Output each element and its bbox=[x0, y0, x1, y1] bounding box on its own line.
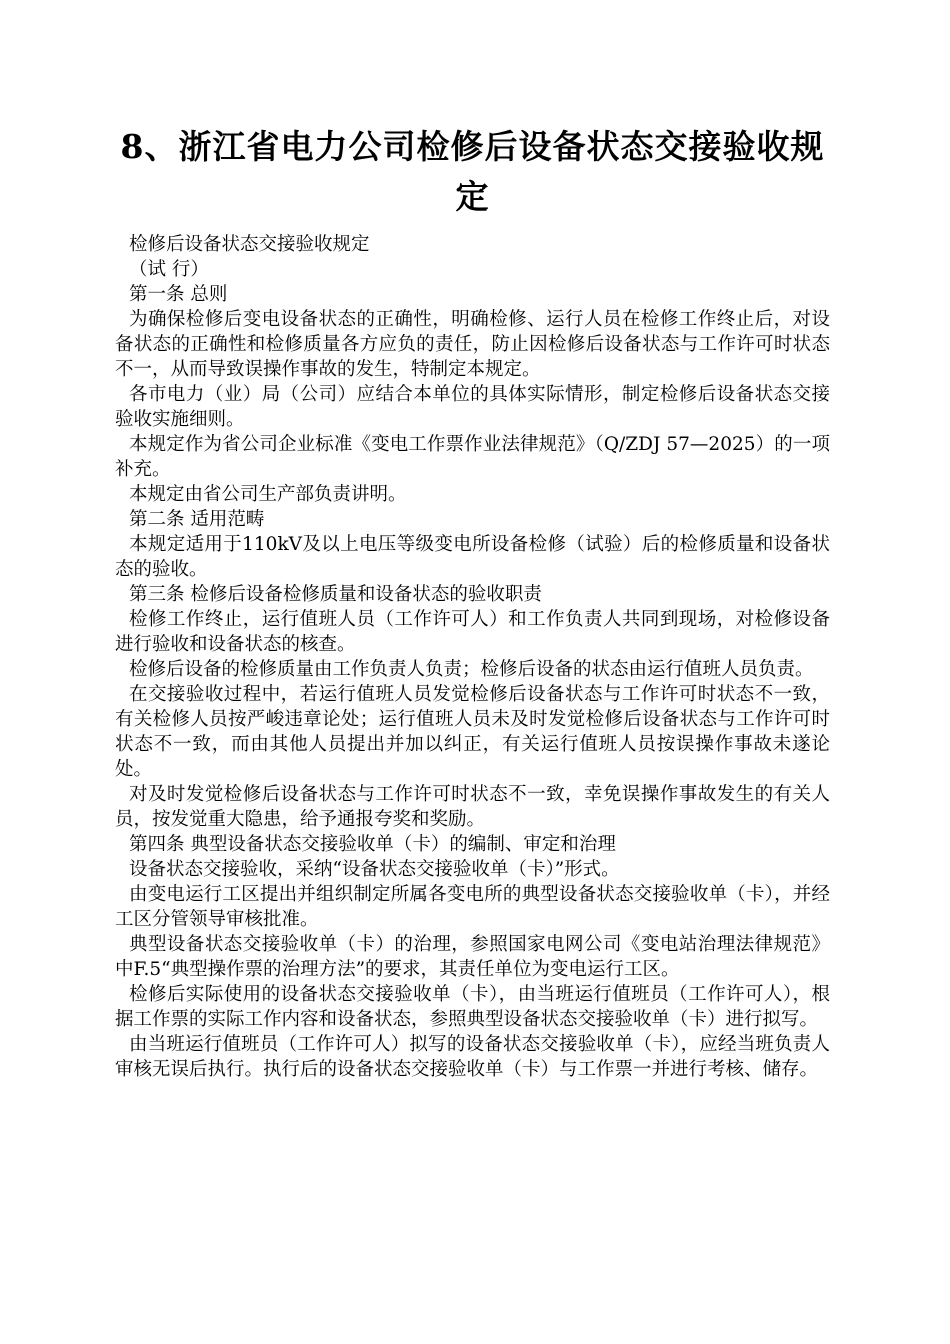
article-heading: 第四条 典型设备状态交接验收单（卡）的编制、审定和治理 bbox=[129, 834, 616, 855]
document-title: 8、浙江省电力公司检修后设备状态交接验收规定 bbox=[120, 127, 825, 216]
document-body bbox=[115, 232, 830, 1082]
paragraph: 对及时发觉检修后设备状态与工作许可时状态不一致，幸免误操作事故发生的有关人员，按发觉重大隐患，给予通报夸奖和奖励。 bbox=[115, 784, 830, 830]
paragraph: 各市电力（业）局（公司）应结合本单位的具体实际情形，制定检修后设备状态交接验收实施细则。 bbox=[115, 384, 830, 430]
paragraph: 本规定适用于110kV及以上电压等级变电所设备检修（试验）后的检修质量和设备状态的验收。 bbox=[115, 534, 830, 580]
paragraph: 检修后实际使用的设备状态交接验收单（卡），由当班运行值班员（工作许可人），根据工作票的实际工作内容和设备状态，参照典型设备状态交接验收单（卡）进行拟写。 bbox=[115, 984, 830, 1030]
paragraph: 设备状态交接验收，采纳“设备状态交接验收单（卡）”形式。 bbox=[129, 859, 620, 880]
article-heading: 第一条 总则 bbox=[129, 284, 228, 305]
paragraph: 检修工作终止，运行值班人员（工作许可人）和工作负责人共同到现场，对检修设备进行验收和设备状态的核查。 bbox=[115, 609, 830, 655]
paragraph: 典型设备状态交接验收单（卡）的治理，参照国家电网公司《变电站治理法律规范》中F.5“典型操作票的治理方法”的要求，其责任单位为变电运行工区。 bbox=[115, 934, 830, 980]
document-page bbox=[115, 122, 830, 1082]
paragraph: 本规定作为省公司企业标准《变电工作票作业法律规范》（Q/ZDJ 57—2025）的一项补充。 bbox=[115, 434, 830, 480]
paragraph-trial-note: （试 行） bbox=[129, 259, 209, 280]
paragraph: 检修后设备的检修质量由工作负责人负责；检修后设备的状态由运行值班人员负责。 bbox=[129, 659, 814, 680]
paragraph: 由变电运行工区提出并组织制定所属各变电所的典型设备状态交接验收单（卡），并经工区分管领导审核批准。 bbox=[115, 884, 830, 930]
paragraph-subtitle: 检修后设备状态交接验收规定 bbox=[129, 234, 370, 255]
paragraph: 为确保检修后变电设备状态的正确性，明确检修、运行人员在检修工作终止后，对设备状态的正确性和检修质量各方应负的责任，防止因检修后设备状态与工作许可时状态不一，从而导致误操作事故的发生，特制定本规定。 bbox=[115, 309, 830, 380]
article-heading: 第三条 检修后设备检修质量和设备状态的验收职责 bbox=[129, 584, 542, 605]
paragraph: 本规定由省公司生产部负责讲明。 bbox=[129, 484, 407, 505]
paragraph: 在交接验收过程中，若运行值班人员发觉检修后设备状态与工作许可时状态不一致，有关检修人员按严峻违章论处；运行值班人员未及时发觉检修后设备状态与工作许可时状态不一致，而由其他人员提出并加以纠正，有关运行值班人员按误操作事故未遂论处。 bbox=[115, 684, 830, 780]
article-heading: 第二条 适用范畴 bbox=[129, 509, 265, 530]
paragraph: 由当班运行值班员（工作许可人）拟写的设备状态交接验收单（卡），应经当班负责人审核无误后执行。执行后的设备状态交接验收单（卡）与工作票一并进行考核、储存。 bbox=[115, 1034, 830, 1080]
